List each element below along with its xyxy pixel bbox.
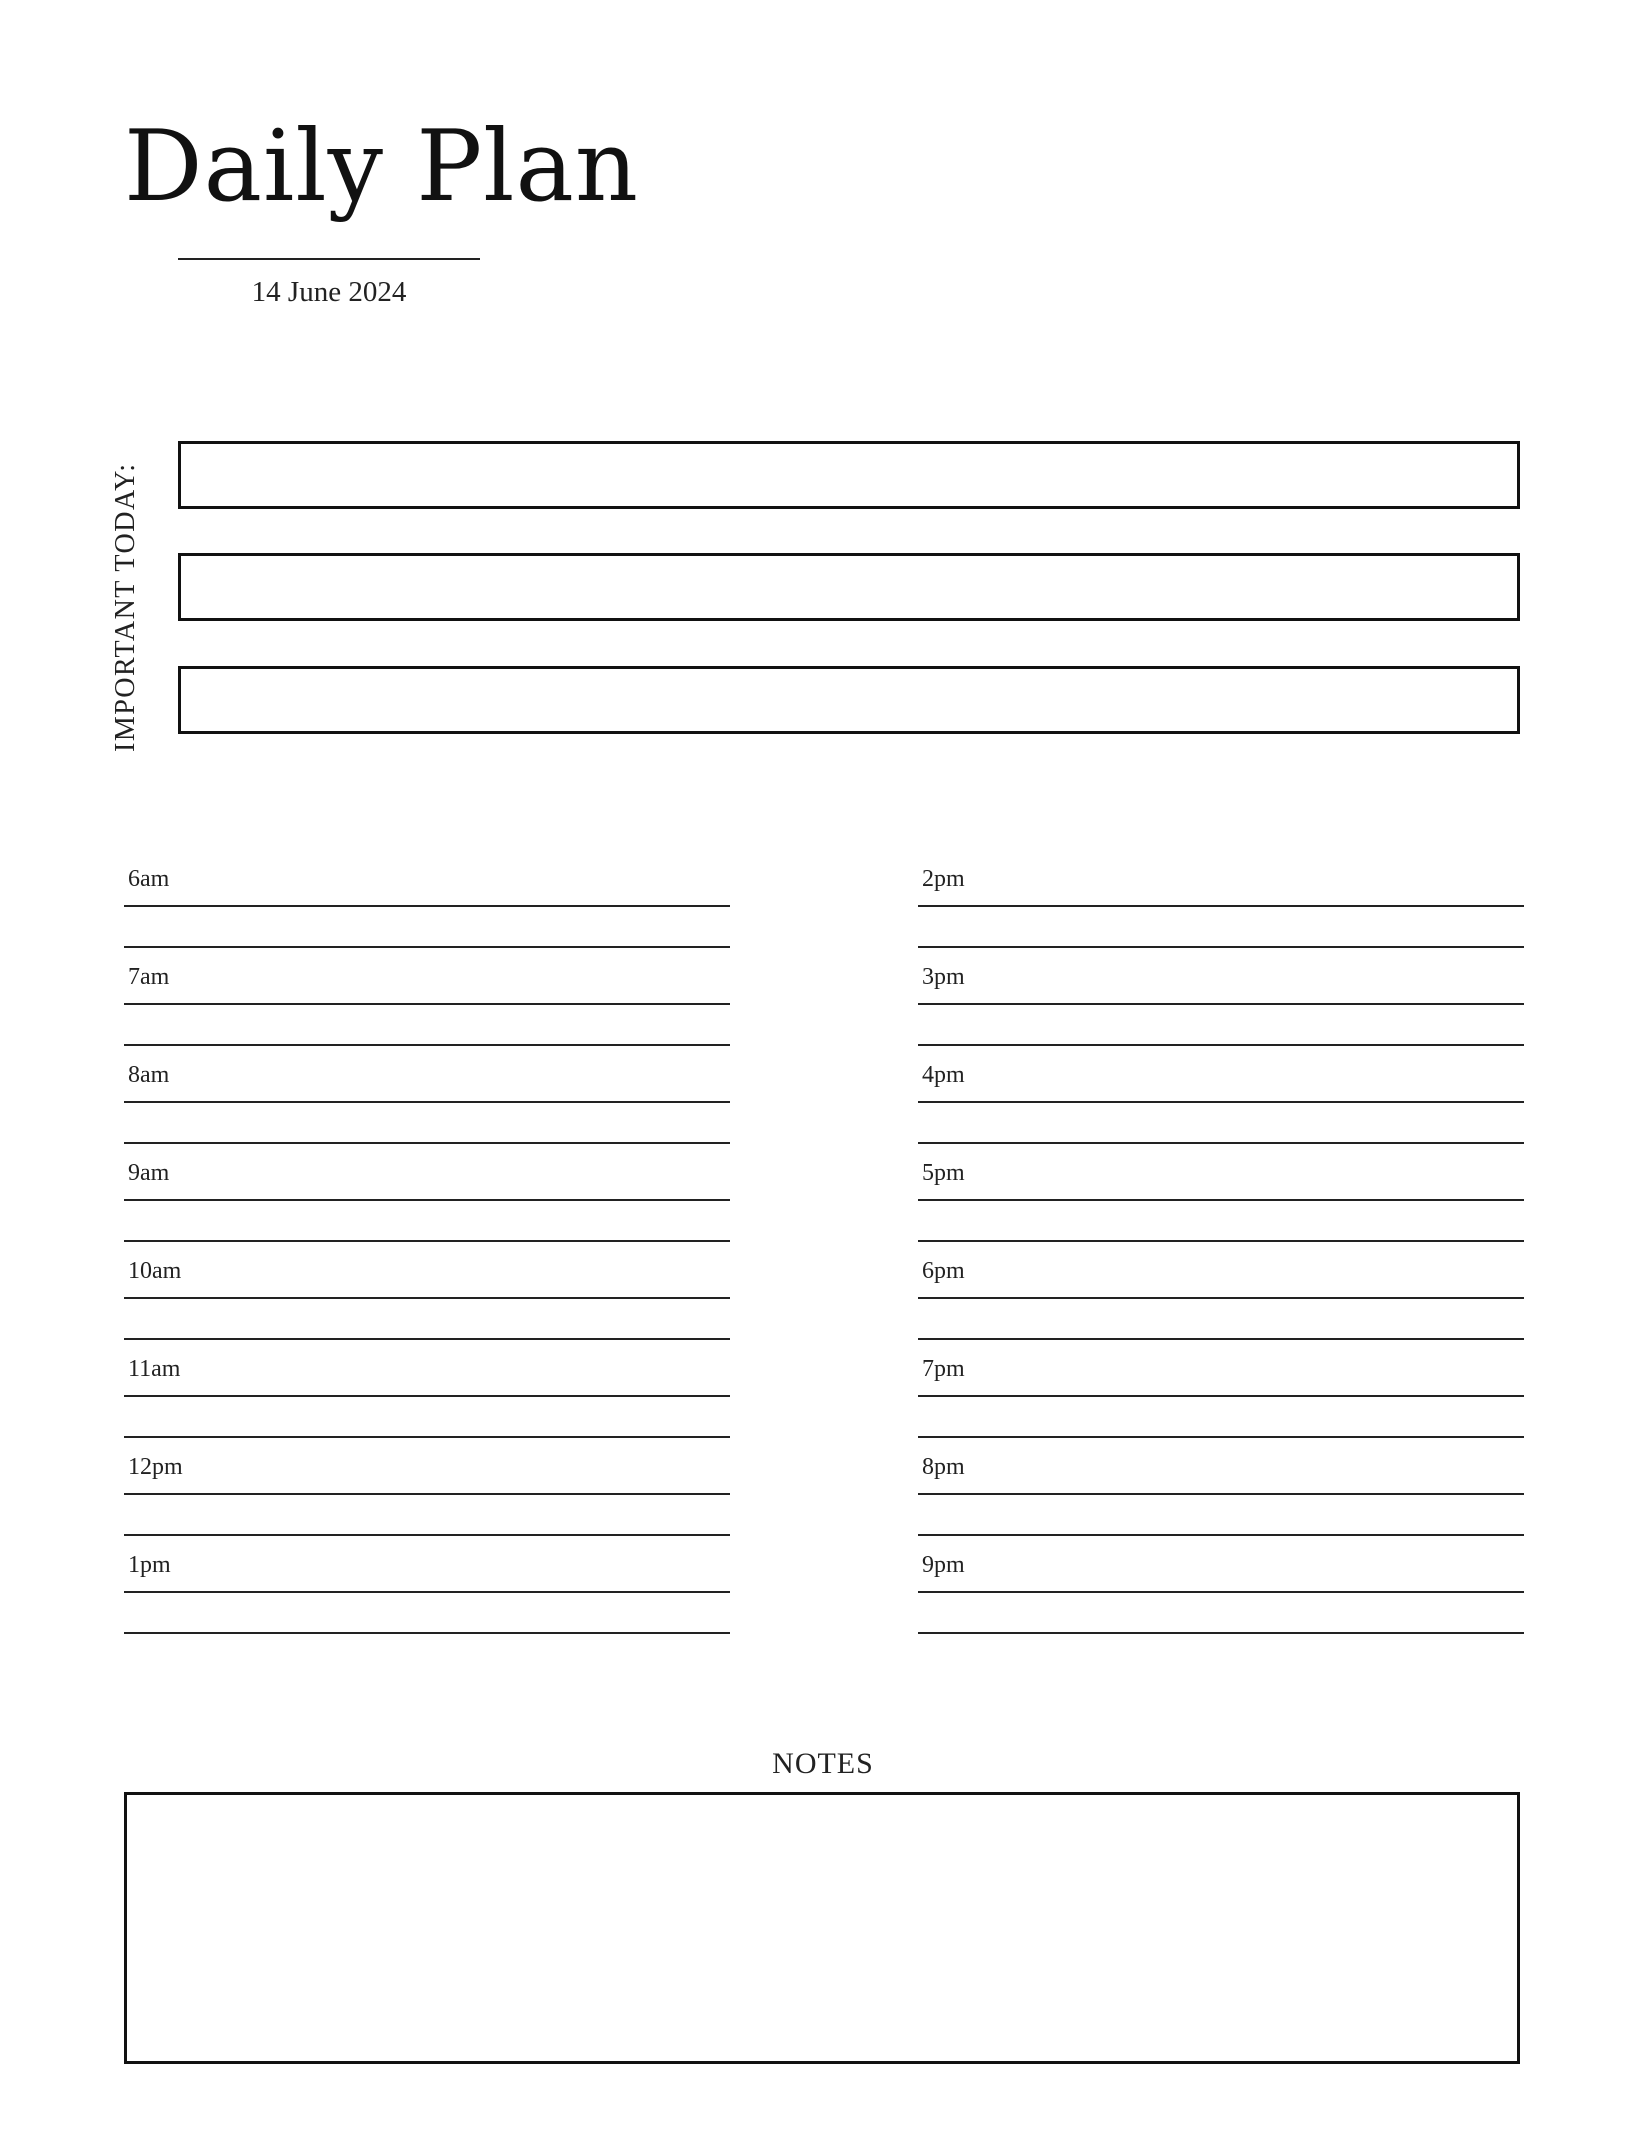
schedule-column-morning — [124, 856, 730, 1640]
writing-line — [124, 1493, 730, 1495]
writing-line — [124, 1044, 730, 1046]
time-label: 8am — [128, 1062, 170, 1088]
writing-line — [124, 1632, 730, 1634]
writing-line — [124, 1003, 730, 1005]
important-item-1-box[interactable] — [178, 441, 1520, 509]
schedule-slot[interactable] — [124, 1542, 730, 1640]
writing-line — [918, 1534, 1524, 1536]
writing-line — [918, 1297, 1524, 1299]
writing-line — [124, 1142, 730, 1144]
time-label: 4pm — [922, 1062, 965, 1088]
time-label: 11am — [128, 1356, 181, 1382]
schedule-slot[interactable] — [918, 1444, 1524, 1542]
schedule-slot[interactable] — [124, 856, 730, 954]
time-label: 9am — [128, 1160, 170, 1186]
writing-line — [124, 1436, 730, 1438]
writing-line — [124, 1297, 730, 1299]
time-label: 9pm — [922, 1552, 965, 1578]
schedule-slot[interactable] — [918, 1248, 1524, 1346]
writing-line — [918, 1003, 1524, 1005]
schedule-slot[interactable] — [918, 1346, 1524, 1444]
writing-line — [124, 1591, 730, 1593]
schedule-slot[interactable] — [918, 954, 1524, 1052]
writing-line — [918, 1142, 1524, 1144]
writing-line — [918, 1436, 1524, 1438]
date-text: 14 June 2024 — [251, 276, 407, 308]
important-item-3-box[interactable] — [178, 666, 1520, 734]
writing-line — [918, 1395, 1524, 1397]
time-label: 7pm — [922, 1356, 965, 1382]
writing-line — [918, 946, 1524, 948]
schedule-column-afternoon — [918, 856, 1524, 1640]
time-label: 3pm — [922, 964, 965, 990]
writing-line — [124, 946, 730, 948]
notes-box[interactable] — [124, 1792, 1520, 2064]
page-title: Daily Plan — [124, 110, 640, 224]
schedule-slot[interactable] — [124, 954, 730, 1052]
writing-line — [124, 1240, 730, 1242]
date-divider — [178, 258, 480, 260]
writing-line — [918, 1101, 1524, 1103]
time-label: 2pm — [922, 866, 965, 892]
writing-line — [918, 905, 1524, 907]
notes-heading: NOTES — [772, 1747, 874, 1780]
schedule-slot[interactable] — [124, 1052, 730, 1150]
important-item-2-box[interactable] — [178, 553, 1520, 621]
time-label: 1pm — [128, 1552, 171, 1578]
time-label: 5pm — [922, 1160, 965, 1186]
writing-line — [918, 1240, 1524, 1242]
writing-line — [918, 1044, 1524, 1046]
time-label: 6pm — [922, 1258, 965, 1284]
schedule-slot[interactable] — [124, 1248, 730, 1346]
time-label: 12pm — [128, 1454, 183, 1480]
writing-line — [124, 1338, 730, 1340]
schedule-slot[interactable] — [918, 1150, 1524, 1248]
writing-line — [124, 905, 730, 907]
schedule-slot[interactable] — [918, 1542, 1524, 1640]
schedule-slot[interactable] — [124, 1150, 730, 1248]
writing-line — [124, 1534, 730, 1536]
schedule-slot[interactable] — [124, 1444, 730, 1542]
important-today-label: IMPORTANT TODAY: — [110, 462, 141, 752]
writing-line — [918, 1591, 1524, 1593]
writing-line — [124, 1199, 730, 1201]
writing-line — [918, 1338, 1524, 1340]
time-label: 10am — [128, 1258, 182, 1284]
schedule-slot[interactable] — [124, 1346, 730, 1444]
writing-line — [918, 1199, 1524, 1201]
time-label: 7am — [128, 964, 170, 990]
writing-line — [918, 1493, 1524, 1495]
schedule-slot[interactable] — [918, 1052, 1524, 1150]
time-label: 6am — [128, 866, 170, 892]
writing-line — [124, 1395, 730, 1397]
writing-line — [124, 1101, 730, 1103]
writing-line — [918, 1632, 1524, 1634]
time-label: 8pm — [922, 1454, 965, 1480]
schedule-slot[interactable] — [918, 856, 1524, 954]
